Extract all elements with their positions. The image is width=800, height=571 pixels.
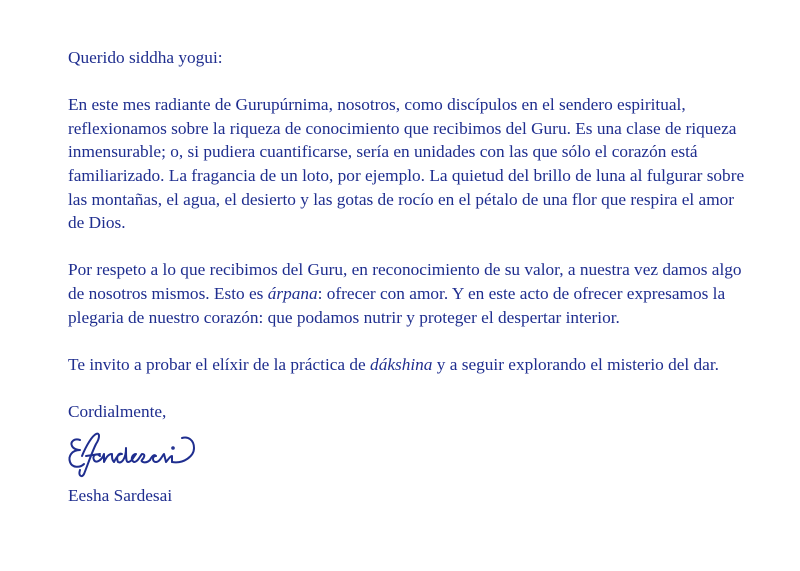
paragraph-arpana-text-1: Por respeto a lo que recibimos del Guru, en reconocimiento de su valor, a nuestra vez damos algo de nosotros mismos. Esto es [68, 260, 742, 303]
paragraph-dakshina-text-2: y a seguir explorando el misterio del dar. [432, 354, 719, 374]
paragraph-gurupurnima: En este mes radiante de Gurupúrnima, nosotros, como discípulos en el sendero espiritual, reflexionamos sobre la riqueza de conocimiento que recibimos del Guru. Es una clase de riqueza inmensurable; o, si pudiera cuantificarse, sería en unidades con las que sólo el corazón está familiarizado. La fragancia de un loto, por ejemplo. La quietud del brillo de luna al fulgurar sobre las montañas, el agua, el desierto y las gotas de rocío en el pétalo de una flor que respira el amor de Dios. [68, 95, 745, 233]
term-dakshina: dákshina [370, 354, 433, 374]
paragraph-arpana-text-2: : ofrecer con amor. Y en este acto de ofrecer expresamos la plegaria de nuestro corazón: que podamos nutrir y proteger el despertar interior. [68, 283, 726, 327]
paragraph-arpana [68, 258, 748, 329]
signer-name: Eesha Sardesai [68, 485, 173, 505]
term-arpana: árpana [267, 283, 318, 303]
salutation: Querido siddha yogui: [68, 48, 223, 67]
paragraph-dakshina-text-1: Te invito a probar el elíxir de la práctica de [68, 354, 371, 374]
paragraph-dakshina [68, 353, 748, 377]
handwritten-signature-icon [66, 426, 206, 478]
closing: Cordialmente, [68, 401, 167, 421]
letter-body [68, 46, 748, 507]
